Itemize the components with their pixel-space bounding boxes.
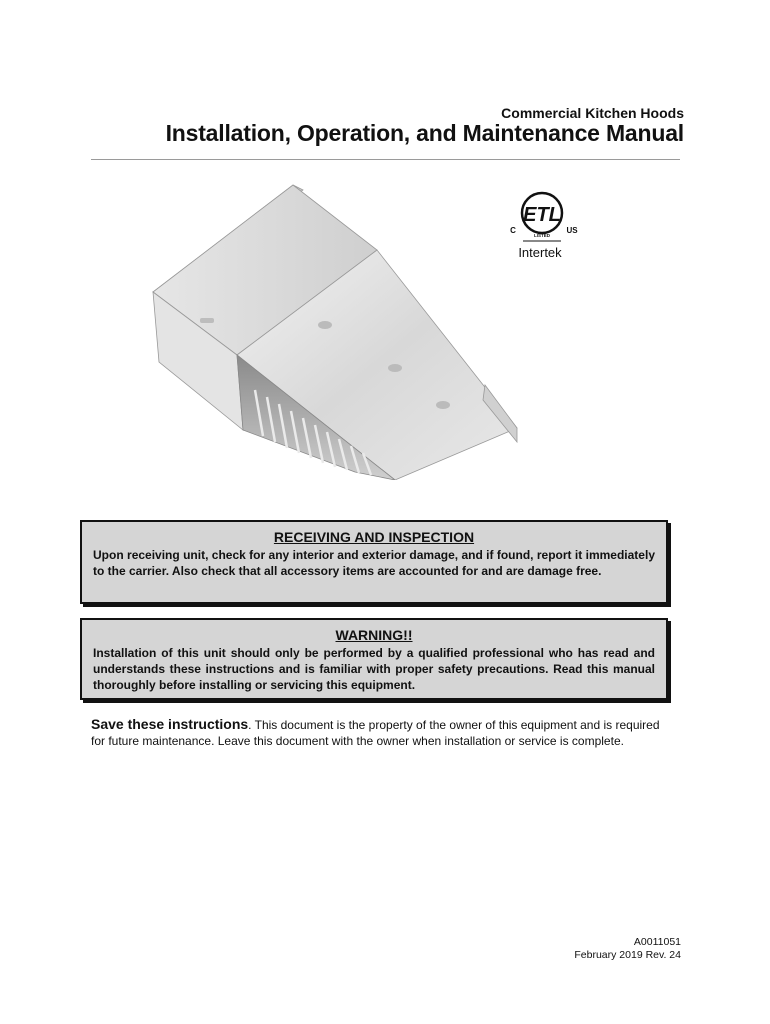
intertek-label: Intertek (518, 245, 562, 260)
save-instructions-text: . This document is the property of the owner of this equipment and is required for future maintenance. Leave this document with the owner when installation or service is complete. (91, 718, 660, 748)
document-revision: February 2019 Rev. 24 (574, 949, 681, 961)
warning-box (80, 618, 668, 700)
warning-text: Installation of this unit should only be performed by a qualified professional who has read and understands these instructions and is familiar with proper safety precautions. Read this manual thoroughly before installing or servicing this equipment. (93, 646, 655, 692)
receiving-heading: RECEIVING AND INSPECTION (273, 529, 475, 545)
us-mark: US (566, 226, 578, 235)
document-id-block (574, 936, 681, 962)
save-instructions-paragraph (91, 716, 671, 749)
document-subtitle: Commercial Kitchen Hoods (501, 105, 684, 121)
receiving-inspection-box (80, 520, 668, 604)
listed-label: LISTED (533, 233, 551, 238)
canada-mark: C (510, 226, 516, 235)
warning-heading: WARNING!! (335, 627, 413, 643)
title-divider (91, 159, 680, 160)
kitchen-hood-image (145, 180, 525, 480)
receiving-text: Upon receiving unit, check for any interior and exterior damage, and if found, report it immediately to the carrier. Also check that all accessory items are accounted for and are damage free. (93, 548, 655, 578)
etl-mark: ETL (523, 204, 561, 226)
document-title: Installation, Operation, and Maintenance Manual (165, 120, 684, 146)
document-number: A0011051 (633, 936, 681, 948)
save-instructions-lead: Save these instructions (91, 716, 249, 732)
